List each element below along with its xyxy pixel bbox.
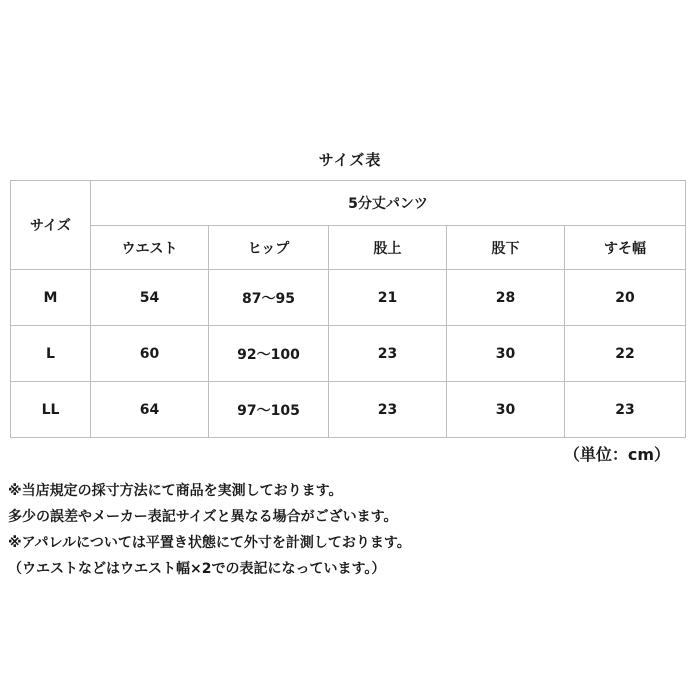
table-cell: 54 [91,270,209,326]
table-row [11,326,686,382]
column-header-rise: 股上 [329,226,447,270]
size-header-cell: サイズ [11,181,91,270]
table-cell: 92〜100 [209,326,329,382]
table-cell: 23 [329,382,447,438]
table-cell: 23 [565,382,686,438]
table-cell: 22 [565,326,686,382]
column-header-inseam: 股下 [447,226,565,270]
table-cell: 30 [447,382,565,438]
notes [8,478,688,582]
table-cell: 21 [329,270,447,326]
column-header-hem-width: すそ幅 [565,226,686,270]
note-line: ※アパレルについては平置き状態にて外寸を計測しております。 [8,535,411,551]
table-cell: 97〜105 [209,382,329,438]
group-header-cell: 5分丈パンツ [91,181,686,226]
table-cell: 64 [91,382,209,438]
table-cell: 23 [329,326,447,382]
size-label: L [11,326,91,382]
table-cell: 30 [447,326,565,382]
column-header-row [11,226,686,270]
table-cell: 20 [565,270,686,326]
table-cell: 87〜95 [209,270,329,326]
size-label: M [11,270,91,326]
table-cell: 28 [447,270,565,326]
table-row [11,382,686,438]
column-header-hip: ヒップ [209,226,329,270]
column-header-waist: ウエスト [91,226,209,270]
unit-label: （単位：cm） [563,445,670,464]
note-line: 多少の誤差やメーカー表記サイズと異なる場合がございます。 [8,509,398,525]
table-cell: 60 [91,326,209,382]
size-table [10,180,686,438]
size-label: LL [11,382,91,438]
table-row [11,270,686,326]
table-header-row [11,181,686,226]
page-title: サイズ表 [318,151,382,169]
note-line: ※当店規定の採寸方法にて商品を実測しております。 [8,483,343,499]
note-line: （ウエストなどはウエスト幅×2での表記になっています。） [8,561,386,577]
